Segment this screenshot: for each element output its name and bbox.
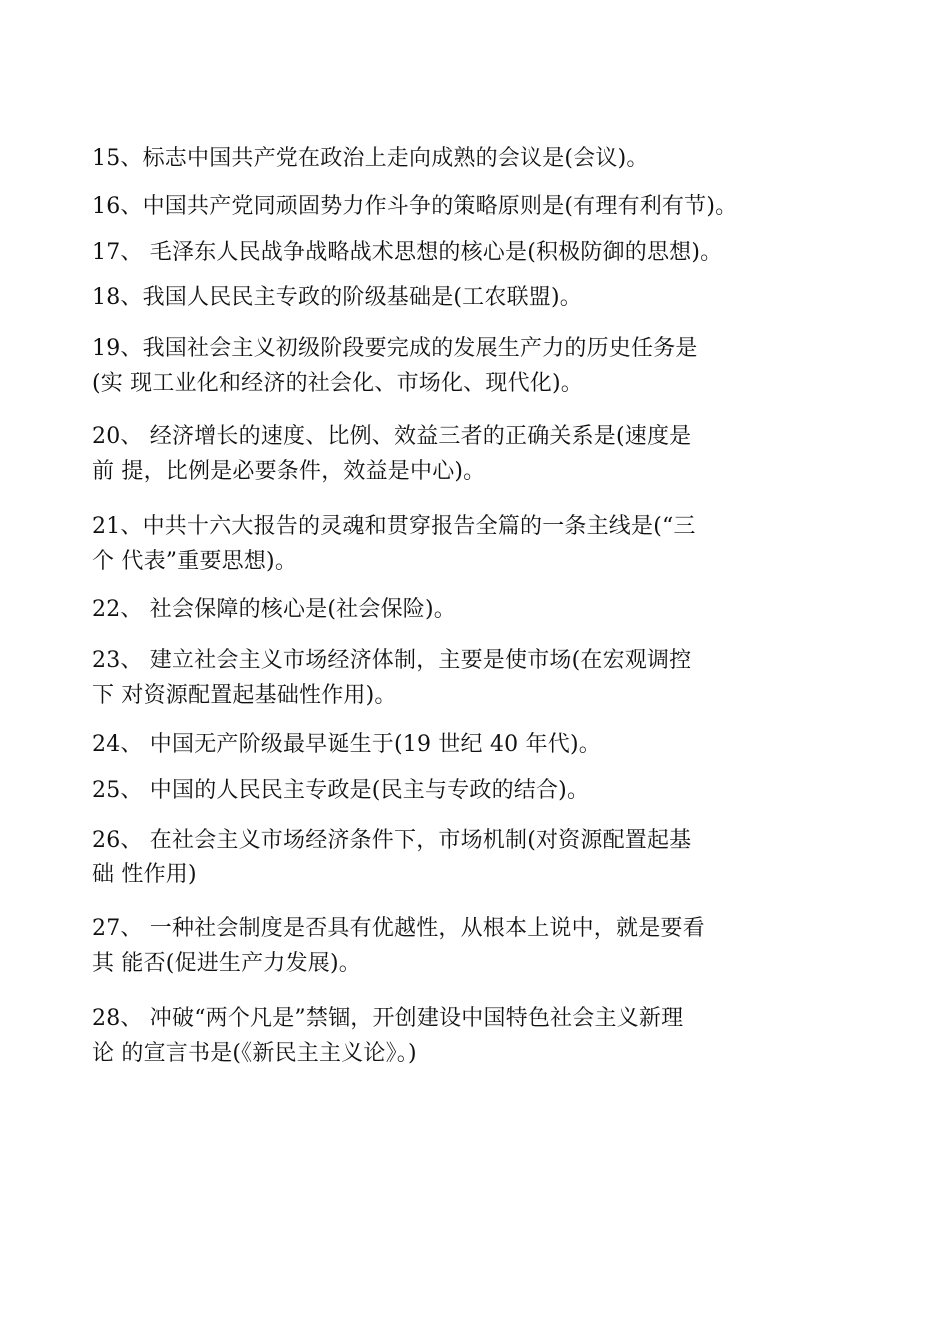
item-19-line-1: 19、我国社会主义初级阶段要完成的发展生产力的历史任务是 [92,336,698,361]
item-16-line-1: 16、中国共产党同顽固势力作斗争的策略原则是(有理有利有节)。 [92,194,738,219]
item-15-line-1: 15、标志中国共产党在政治上走向成熟的会议是(会议)。 [92,146,649,171]
item-27-line-1: 27、 一种社会制度是否具有优越性，从根本上说中，就是要看 [92,916,705,941]
item-21-line-1: 21、中共十六大报告的灵魂和贯穿报告全篇的一条主线是(“三 [92,514,696,539]
item-20-line-1: 20、 经济增长的速度、比例、效益三者的正确关系是(速度是 [92,424,692,449]
item-20-line-2: 前 提，比例是必要条件，效益是中心)。 [92,459,486,484]
item-17-line-1: 17、 毛泽东人民战争战略战术思想的核心是(积极防御的思想)。 [92,240,723,265]
item-27-line-2: 其 能否(促进生产力发展)。 [92,951,361,976]
item-23-line-2: 下 对资源配置起基础性作用)。 [92,683,397,708]
item-26-line-2: 础 性作用) [92,862,197,887]
item-28-line-1: 28、 冲破“两个凡是”禁锢，开创建设中国特色社会主义新理 [92,1006,684,1031]
item-23-line-1: 23、 建立社会主义市场经济体制，主要是使市场(在宏观调控 [92,648,692,673]
item-21-line-2: 个 代表”重要思想)。 [92,549,298,574]
item-28-line-2: 论 的宣言书是(《新民主主义论》。) [92,1041,417,1066]
item-26-line-1: 26、 在社会主义市场经济条件下，市场机制(对资源配置起基 [92,828,692,853]
item-25-line-1: 25、 中国的人民民主专政是(民主与专政的结合)。 [92,778,590,803]
item-24-line-1: 24、 中国无产阶级最早诞生于(19 世纪 40 年代)。 [92,732,601,757]
item-22-line-1: 22、 社会保障的核心是(社会保险)。 [92,597,456,622]
item-18-line-1: 18、我国人民民主专政的阶级基础是(工农联盟)。 [92,285,582,310]
item-19-line-2: (实 现工业化和经济的社会化、市场化、现代化)。 [92,371,583,396]
